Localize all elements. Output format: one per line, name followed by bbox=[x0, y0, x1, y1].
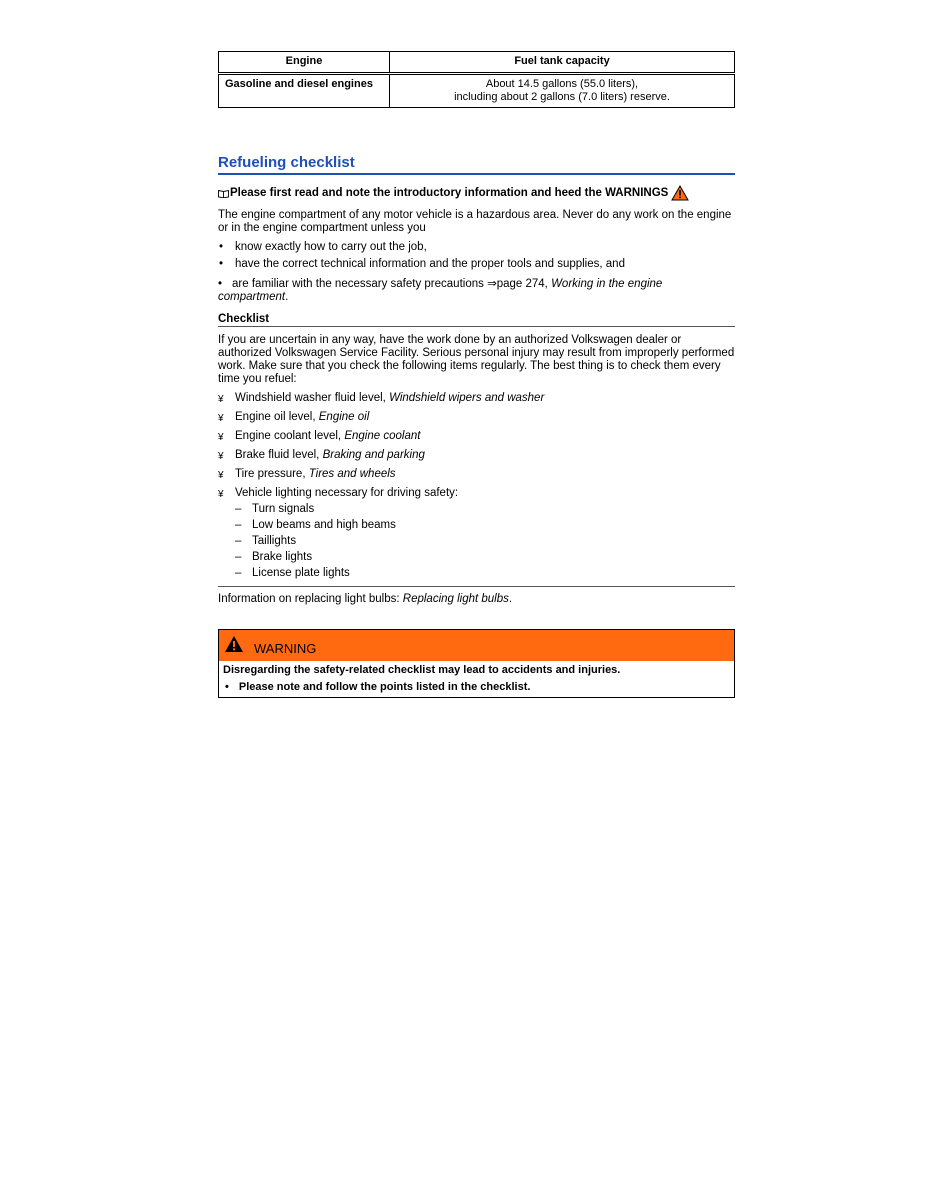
cross-reference-link[interactable]: Tires and wheels bbox=[308, 468, 396, 480]
cross-reference-link[interactable]: Engine coolant bbox=[344, 430, 421, 442]
checklist-item-text: Brake fluid level, bbox=[235, 449, 320, 461]
warning-body bbox=[219, 661, 734, 697]
info-text: Information on replacing light bulbs: bbox=[218, 593, 400, 605]
list-item bbox=[218, 241, 735, 254]
lighting-list bbox=[235, 503, 735, 580]
paragraph-checklist-intro: If you are uncertain in any way, have the work done by an authorized Volkswagen dealer or authorized Volkswagen Service Facility. Serious personal injury may result from improperly performed work. Make sure that you check the following items regularly. The best thing is to check them every time you refuel: bbox=[218, 334, 735, 385]
check-marker: ¥ bbox=[218, 451, 224, 462]
capacity-cell bbox=[390, 74, 735, 108]
warning-header bbox=[219, 630, 734, 661]
paragraph-engine-hazard: The engine compartment of any motor vehicle is a hazardous area. Never do any work on the engine or in the engine compartment unless you bbox=[218, 209, 732, 234]
check-marker: ¥ bbox=[218, 394, 224, 405]
bullet-dot: • bbox=[219, 258, 224, 270]
capacity-line-1: About 14.5 gallons (55.0 liters), bbox=[485, 78, 639, 90]
checklist-item-text: Engine oil level, bbox=[235, 411, 316, 423]
checklist-item-text: Engine coolant level, bbox=[235, 430, 342, 442]
cross-reference-link[interactable]: Braking and parking bbox=[322, 449, 425, 461]
warning-box bbox=[218, 629, 735, 698]
fuel-capacity-table bbox=[218, 51, 735, 108]
lighting-item-text: Low beams and high beams bbox=[252, 519, 396, 531]
dash-marker: – bbox=[235, 535, 242, 547]
checklist-item bbox=[218, 468, 735, 481]
cross-reference-link[interactable]: Replacing light bulbs bbox=[402, 593, 509, 605]
checklist-item bbox=[218, 487, 735, 500]
divider bbox=[218, 586, 735, 587]
bullet-dot: • bbox=[219, 241, 224, 253]
list-item bbox=[218, 258, 735, 271]
manual-page bbox=[218, 51, 735, 698]
checklist bbox=[218, 392, 735, 500]
column-header-engine: Engine bbox=[219, 52, 390, 74]
checklist-item bbox=[218, 392, 735, 405]
bullet-dot: • bbox=[225, 681, 229, 693]
warning-triangle-icon bbox=[671, 185, 689, 201]
check-marker: ¥ bbox=[218, 470, 224, 481]
checklist-item bbox=[218, 430, 735, 443]
check-marker: ¥ bbox=[218, 413, 224, 424]
checklist-item-text: Vehicle lighting necessary for driving safety: bbox=[235, 487, 459, 499]
dash-marker: – bbox=[235, 567, 242, 579]
checklist-item bbox=[218, 449, 735, 462]
lighting-item-text: Taillights bbox=[252, 535, 297, 547]
bullet-dot: • bbox=[218, 278, 223, 290]
table-header-row bbox=[219, 52, 735, 74]
list-item-text: have the correct technical information and the proper tools and supplies, and bbox=[235, 258, 625, 270]
dash-marker: – bbox=[235, 503, 242, 515]
warning-triangle-icon bbox=[224, 635, 244, 653]
section-title: Refueling checklist bbox=[218, 154, 735, 175]
lighting-item-text: Turn signals bbox=[252, 503, 315, 515]
intro-text: Please first read and note the introductory information and heed the WARNINGS bbox=[230, 187, 669, 199]
intro-note bbox=[218, 185, 735, 201]
dash-marker: – bbox=[235, 519, 242, 531]
lighting-item bbox=[235, 519, 735, 532]
bullet-list bbox=[218, 241, 735, 304]
lighting-item-text: License plate lights bbox=[252, 567, 350, 579]
check-marker: ¥ bbox=[218, 432, 224, 443]
warning-title: WARNING bbox=[254, 641, 317, 656]
checklist-item bbox=[218, 411, 735, 424]
info-end: . bbox=[508, 593, 513, 605]
warning-bullet bbox=[223, 680, 730, 694]
checklist-heading: Checklist bbox=[218, 313, 735, 327]
cross-reference-link[interactable]: Windshield wipers and washer bbox=[389, 392, 545, 404]
lighting-item bbox=[235, 503, 735, 516]
engine-cell: Gasoline and diesel engines bbox=[219, 74, 390, 108]
lighting-item bbox=[235, 567, 735, 580]
list-item-text: are familiar with the necessary safety precautions ⇒page 274, bbox=[232, 278, 548, 290]
table-row bbox=[219, 74, 735, 108]
cross-reference-link[interactable]: Engine oil bbox=[318, 411, 370, 423]
dash-marker: – bbox=[235, 551, 242, 563]
list-item-end: . bbox=[285, 291, 289, 303]
capacity-line-2: including about 2 gallons (7.0 liters) reserve. bbox=[454, 91, 670, 103]
list-item-text: know exactly how to carry out the job, bbox=[235, 241, 427, 253]
check-marker: ¥ bbox=[218, 489, 224, 500]
lighting-item-text: Brake lights bbox=[252, 551, 313, 563]
warning-bullet-text: Please note and follow the points listed in the checklist. bbox=[238, 681, 531, 693]
list-item bbox=[218, 278, 735, 304]
checklist-item-text: Windshield washer fluid level, bbox=[235, 392, 386, 404]
lighting-item bbox=[235, 551, 735, 564]
light-bulb-info bbox=[218, 593, 735, 606]
column-header-capacity: Fuel tank capacity bbox=[390, 52, 735, 74]
cross-reference-link[interactable]: Working in the engine compartment bbox=[218, 278, 663, 303]
warning-text: Disregarding the safety-related checklist may lead to accidents and injuries. bbox=[223, 664, 621, 676]
book-icon bbox=[218, 189, 229, 198]
checklist-item-text: Tire pressure, bbox=[235, 468, 306, 480]
lighting-item bbox=[235, 535, 735, 548]
